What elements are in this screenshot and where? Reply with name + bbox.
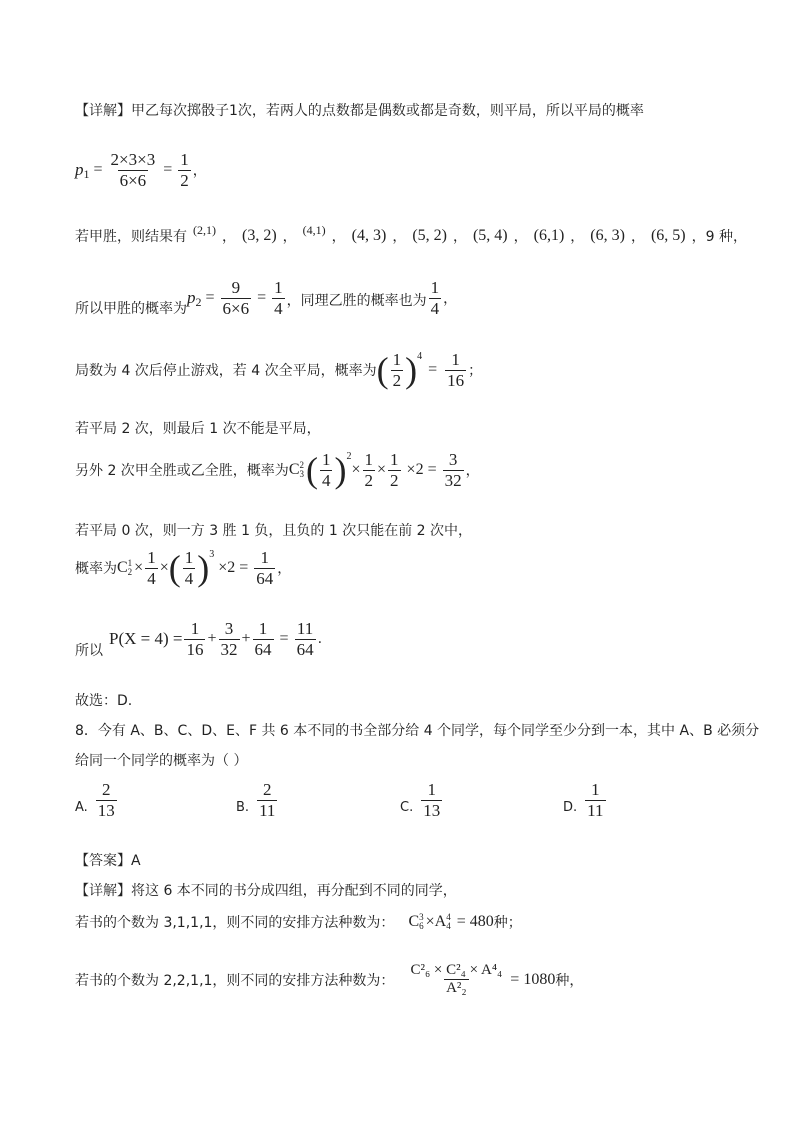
fraction	[363, 450, 376, 490]
denominator: 6×6	[222, 298, 250, 318]
times-two-equals: ×2 =	[406, 461, 437, 479]
outcome-pair: (6, 5)	[650, 227, 686, 244]
numerator: 1	[364, 450, 374, 469]
text-line: 若书的个数为 3,1,1,1，则不同的安排方法种数为：	[75, 915, 395, 931]
fraction	[183, 548, 196, 588]
option-label: C.	[400, 799, 414, 815]
arrangement-symbol: ×A	[425, 913, 447, 930]
fraction	[445, 350, 466, 390]
numerator: 3	[224, 618, 234, 638]
plus-sign: +	[207, 630, 217, 647]
lower-index: 2	[127, 567, 133, 578]
explanation-intro	[75, 100, 644, 120]
separator: ，	[452, 229, 467, 245]
punctuation: ，	[192, 163, 207, 180]
denominator: 13	[97, 800, 115, 820]
option-a	[75, 780, 119, 820]
denominator: 13	[423, 800, 441, 820]
numerator: C²₆ × C²₄ × A⁴₄	[410, 962, 503, 978]
punctuation: ；	[468, 363, 483, 380]
outcome-pair: (6, 3)	[590, 227, 625, 244]
exponent: 4	[417, 350, 423, 362]
combination-symbol: C	[288, 461, 300, 479]
text-line: 【详解】甲乙每次掷骰子1次，若两人的点数都是偶数或都是奇数，则平局，所以平局的概率	[75, 103, 644, 119]
left-paren: (	[168, 548, 181, 589]
right-paren: )	[197, 548, 210, 589]
times-two-equals: ×2 =	[218, 559, 249, 577]
exponent: 2	[346, 450, 352, 462]
numerator: 1	[184, 548, 194, 567]
text-line: 所以甲胜的概率为	[75, 301, 187, 318]
numerator: 9	[231, 278, 241, 297]
outcome-pair: (5, 2)	[412, 227, 447, 244]
equals-sign: =	[163, 161, 173, 179]
separator: ，	[282, 229, 297, 245]
right-paren: )	[405, 350, 418, 391]
numerator: 1	[427, 780, 436, 799]
p2-formula	[75, 278, 457, 318]
fraction	[253, 619, 274, 659]
p1-formula	[75, 150, 207, 190]
lower-index: 4	[446, 921, 451, 931]
answer-line	[75, 850, 141, 870]
numerator: 1	[430, 278, 440, 297]
text-line: 所以	[75, 643, 103, 659]
question-8-stem-cont	[75, 750, 247, 770]
equals-sign: =	[279, 630, 289, 647]
denominator: 4	[147, 568, 156, 588]
separator: ，	[630, 229, 645, 245]
denominator: 6×6	[119, 170, 147, 190]
fraction	[408, 962, 504, 998]
text-line: 若甲胜，则结果有	[75, 229, 187, 245]
fraction	[585, 780, 605, 820]
fraction	[221, 278, 252, 318]
exponent: 3	[209, 548, 215, 560]
right-paren: )	[334, 450, 347, 491]
probability-expression: P(X = 4) =	[109, 629, 183, 648]
outcome-pair: (2,1)	[193, 222, 216, 237]
text-line: 种；	[493, 915, 522, 931]
text-line: ，9 种，	[691, 229, 747, 245]
combination-symbol: C	[408, 913, 420, 930]
equals-sign: =	[93, 161, 103, 179]
upper-index: 2	[299, 460, 304, 471]
denominator: 4	[184, 568, 194, 588]
text-line: 局数为 4 次后停止游戏，若 4 次全平局，概率为	[75, 363, 377, 380]
times-sign: ×	[377, 461, 387, 479]
denominator: 2	[392, 370, 402, 390]
numerator: 1	[321, 450, 331, 469]
lower-index: 6	[419, 921, 424, 931]
denominator: 64	[254, 639, 272, 659]
upper-index: 3	[419, 912, 424, 922]
denominator: 32	[444, 470, 462, 490]
times-sign: ×	[159, 559, 169, 577]
fraction	[257, 780, 277, 820]
fraction	[184, 619, 205, 659]
subscript: 1	[83, 166, 90, 181]
denominator: 2	[390, 470, 399, 490]
left-paren: (	[305, 450, 318, 491]
numerator: 1	[451, 350, 460, 369]
text-line: 【答案】A	[75, 853, 141, 869]
outcome-pair: (4, 3)	[351, 227, 387, 244]
left-paren: (	[376, 350, 389, 391]
numerator: 3	[448, 450, 458, 469]
upper-index: 4	[446, 912, 451, 922]
separator: ，	[513, 229, 528, 245]
punctuation: .	[317, 631, 323, 647]
denominator: 16	[447, 370, 465, 390]
upper-index: 1	[127, 558, 133, 569]
fraction	[388, 450, 401, 490]
p-symbol: p	[75, 160, 84, 180]
separator: ，	[392, 229, 407, 245]
result: = 1080	[510, 970, 556, 988]
option-d	[563, 780, 608, 820]
denominator: 4	[274, 298, 283, 318]
choice-conclusion	[75, 690, 132, 710]
final-probability	[75, 618, 322, 660]
case-3111	[75, 912, 522, 932]
zero-draw-case	[75, 520, 472, 540]
punctuation: ，	[277, 561, 292, 578]
fraction	[96, 780, 117, 820]
numerator: 1	[260, 548, 270, 567]
text-line: 若书的个数为 2,2,1,1，则不同的安排方法种数为：	[75, 972, 395, 989]
case-2211	[75, 962, 583, 998]
p-symbol: p	[187, 288, 196, 308]
outcome-pair: (5, 4)	[472, 227, 508, 244]
combination-indices	[419, 913, 424, 931]
fraction	[272, 278, 285, 318]
numerator: 1	[258, 618, 268, 638]
fraction	[145, 548, 158, 588]
equals-sign: =	[257, 289, 267, 307]
denominator: 11	[259, 800, 276, 820]
fraction	[178, 150, 191, 190]
punctuation: ，	[465, 463, 480, 480]
denominator: 32	[220, 639, 238, 659]
combination-indices	[128, 559, 133, 577]
text-line: 若平局 0 次，则一方 3 胜 1 负，且负的 1 次只能在前 2 次中，	[75, 523, 473, 539]
denominator: 64	[256, 568, 274, 588]
numerator: 1	[392, 350, 402, 369]
fraction	[295, 619, 316, 659]
separator: ，	[570, 229, 585, 245]
text-line: 概率为	[75, 561, 117, 578]
times-sign: ×	[351, 461, 361, 479]
text-line: 故选：D.	[75, 693, 133, 709]
option-label: B.	[236, 799, 250, 815]
numerator: 2	[263, 780, 272, 799]
outcome-pair: (6,1)	[533, 227, 565, 244]
two-draw-probability	[75, 450, 480, 490]
denominator: 16	[186, 639, 204, 659]
plus-sign: +	[241, 630, 251, 647]
fraction	[429, 278, 442, 318]
fraction	[421, 780, 442, 820]
text-line: 给同一个同学的概率为（ ）	[75, 753, 248, 769]
text-line: 【详解】将这 6 本不同的书分成四组，再分配到不同的同学，	[75, 883, 457, 899]
separator: ，	[331, 229, 346, 245]
combination-symbol: C	[117, 559, 128, 577]
fraction	[109, 150, 158, 190]
numerator: 2×3×3	[110, 150, 156, 169]
option-b	[236, 780, 279, 820]
punctuation: ，	[443, 291, 458, 308]
subscript: 2	[195, 294, 202, 309]
numerator: 1	[147, 548, 156, 567]
equals-sign: =	[428, 361, 438, 379]
times-sign: ×	[134, 559, 144, 577]
denominator: A²₂	[446, 980, 467, 997]
option-label: A.	[75, 799, 88, 815]
arrangement-indices	[446, 913, 451, 931]
denominator: 4	[321, 470, 331, 490]
lower-index: 3	[299, 469, 304, 480]
combination-indices	[299, 461, 304, 479]
fraction	[219, 619, 240, 659]
numerator: 2	[102, 780, 111, 799]
numerator: 1	[390, 450, 399, 469]
denominator: 11	[587, 800, 604, 820]
numerator: 1	[190, 618, 200, 638]
numerator: 1	[274, 278, 283, 297]
zero-draw-probability	[75, 548, 291, 588]
all-draw-probability	[75, 350, 482, 390]
two-draw-case	[75, 418, 321, 438]
denominator: 64	[296, 639, 314, 659]
win-outcomes	[75, 222, 747, 246]
numerator: 11	[296, 618, 314, 638]
text-line: 种，	[555, 972, 584, 989]
denominator: 4	[430, 298, 440, 318]
outcome-pair: (4,1)	[302, 222, 326, 237]
separator: ，	[222, 229, 236, 245]
text-line: ，同理乙胜的概率也为	[286, 293, 427, 310]
fraction	[254, 548, 275, 588]
option-c	[400, 780, 444, 820]
numerator: 1	[180, 150, 189, 169]
text-line: 若平局 2 次，则最后 1 次不能是平局，	[75, 421, 321, 437]
result: = 480	[456, 913, 494, 930]
fraction	[320, 450, 333, 490]
numerator: 1	[591, 780, 600, 799]
outcome-pair: (3, 2)	[242, 227, 277, 244]
denominator: 2	[180, 170, 189, 190]
option-label: D.	[563, 799, 578, 815]
text-line: 另外 2 次甲全胜或乙全胜，概率为	[75, 463, 289, 480]
denominator: 2	[364, 470, 374, 490]
text-line: 8．今有 A、B、C、D、E、F 共 6 本不同的书全部分给 4 个同学，每个同学至少分到一本，其中 A、B 必须分	[75, 723, 760, 739]
explanation-q8	[75, 880, 457, 900]
question-8-stem	[75, 720, 759, 740]
fraction	[391, 350, 404, 390]
equals-sign: =	[205, 289, 215, 307]
fraction	[443, 450, 464, 490]
